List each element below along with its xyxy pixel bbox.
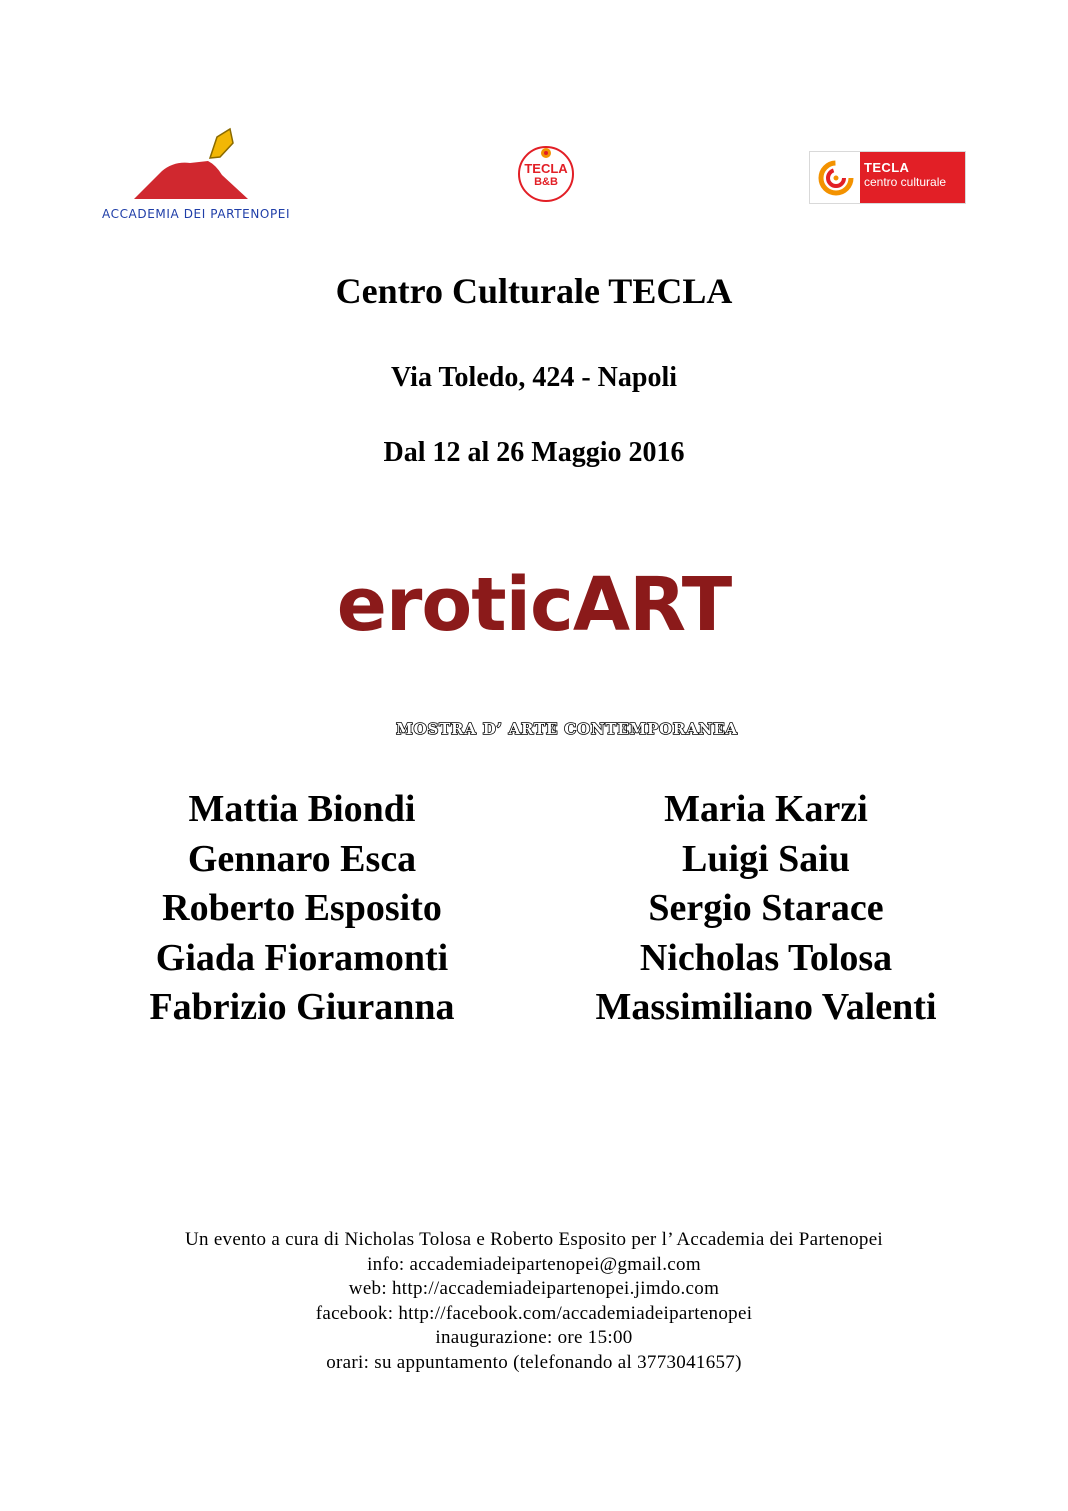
artists-left-column [62, 785, 542, 1033]
tecla-centro-name: TECLA [864, 160, 910, 175]
venue-address: Via Toledo, 424 - Napoli [390, 362, 677, 393]
tecla-bb-line2: B&B [534, 176, 558, 188]
exhibition-subtitle: MOSTRA D’ ARTE CONTEMPORANEA [396, 720, 738, 738]
footer-facebook: facebook: http://facebook.com/accademiadeipartenopei [315, 1302, 753, 1324]
footer-email: info: accademiadeipartenopei@gmail.com [367, 1253, 701, 1275]
footer-info [0, 1228, 1068, 1375]
footer-hours: orari: su appuntamento (telefonando al 3773041657) [326, 1351, 742, 1373]
tecla-spiral-icon [818, 160, 854, 196]
exhibition-dates: Dal 12 al 26 Maggio 2016 [383, 437, 685, 468]
artist-name: Sergio Starace [648, 887, 884, 929]
artist-name: Maria Karzi [664, 788, 868, 830]
tecla-bb-line1: TECLA [524, 161, 568, 176]
artist-name: Gennaro Esca [187, 837, 417, 880]
accademia-logo [98, 125, 328, 225]
tecla-centro-logo [809, 151, 966, 204]
artist-name: Mattia Biondi [188, 788, 416, 830]
tecla-bb-logo [513, 143, 579, 203]
accademia-logo-label: ACCADEMIA DEI PARTENOPEI [102, 207, 291, 221]
artist-name: Giada Fioramonti [155, 936, 449, 979]
volcano-icon [98, 125, 328, 205]
footer-website: web: http://accademiadeipartenopei.jimdo.com [348, 1278, 720, 1299]
artists-right-column [526, 785, 1006, 1033]
artist-name: Fabrizio Giuranna [149, 986, 455, 1028]
artist-name: Roberto Esposito [162, 887, 442, 929]
tecla-centro-subtitle: centro culturale [864, 175, 947, 189]
tecla-centro-red-panel [860, 152, 965, 203]
artist-name: Nicholas Tolosa [639, 936, 893, 979]
artist-name: Luigi Saiu [682, 837, 850, 880]
venue-heading: Centro Culturale TECLA [335, 271, 733, 311]
footer-inauguration: inaugurazione: ore 15:00 [435, 1327, 633, 1348]
artist-name: Massimiliano Valenti [595, 986, 937, 1028]
exhibition-title: eroticART [336, 562, 732, 648]
footer-curators: Un evento a cura di Nicholas Tolosa e Roberto Esposito per l’ Accademia dei Partenopei [184, 1229, 884, 1250]
